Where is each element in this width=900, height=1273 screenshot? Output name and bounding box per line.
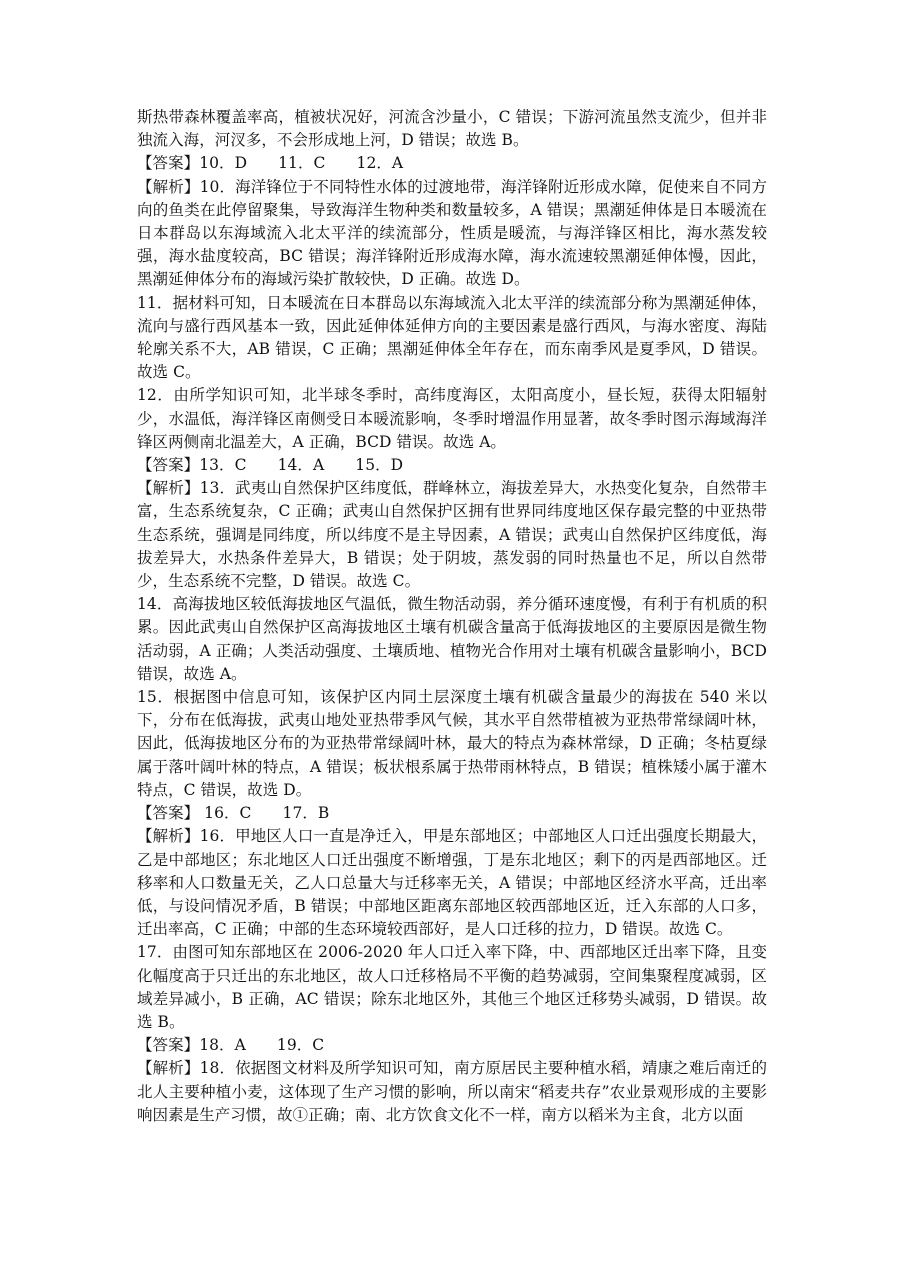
analysis-16: 【解析】16．甲地区人口一直是净迁入，甲是东部地区；中部地区人口迁出强度长期最大，乙是中部地区；东北地区人口迁出强度不断增强，丁是东北地区；剩下的丙是西部地区。迁移率和人口数量无关，乙人口总量大与迁移率无关，A 错误；中部地区经济水平高，迁出率低，与设问情况矛盾，B 错误；中部地区距离东部地区较西部地区近，迁入东部的人口多，迁出率高，C 正确；中部的生态环境较西部好，是人口迁移的拉力，D 错误。故选 C。 [137, 827, 767, 939]
answer-line-16-17: 【答案】 16．C 17．B [137, 804, 330, 823]
analysis-18: 【解析】18．依据图文材料及所学知识可知，南方原居民主要种植水稻，靖康之难后南迁的北人主要种植小麦，这体现了生产习惯的影响，所以南宋“稻麦共存”农业景观形成的主要影响因素是生产习惯，故①正确；南、北方饮食文化不一样，南方以稻米为主食，北方以面 [137, 1059, 767, 1124]
analysis-15: 15．根据图中信息可知，该保护区内同土层深度土壤有机碳含量最少的海拔在 540 米以下，分布在低海拔，武夷山地处亚热带季风气候，其水平自然带植被为亚热带常绿阔叶林，因此，低海拔地区分布的为亚热带常绿阔叶林，最大的特点为森林常绿，D 正确；冬枯夏绿属于落叶阔叶林的特点，A 错误；板状根系属于热带雨林特点，B 错误；植株矮小属于灌木特点，C 错误，故选 D。 [137, 688, 767, 799]
answer-line-10-12: 【答案】10．D 11．C 12．A [137, 154, 404, 173]
analysis-10: 【解析】10．海洋锋位于不同特性水体的过渡地带，海洋锋附近形成水障，促使来自不同方向的鱼类在此停留聚集，导致海洋生物种类和数量较多，A 错误；黑潮延伸体是日本暖流在日本群岛以东海域流入北太平洋的续流部分，性质是暖流，与海洋锋区相比，海水蒸发较强，海水盐度较高，BC 错误；海洋锋附近形成海水障，海水流速较黑潮延伸体慢，因此，黑潮延伸体分布的海域污染扩散较快，D 正确。故选 D。 [137, 177, 767, 289]
answer-explanation-text [137, 106, 767, 1127]
answer-line-18-19: 【答案】18．A 19．C [137, 1036, 325, 1055]
paragraph-continuation: 斯热带森林覆盖率高，植被状况好，河流含沙量小，C 错误；下游河流虽然支流少，但并非独流入海，河汊多，不会形成地上河，D 错误；故选 B。 [137, 108, 767, 150]
analysis-13: 【解析】13．武夷山自然保护区纬度低，群峰林立，海拔差异大，水热变化复杂，自然带丰富，生态系统复杂，C 正确；武夷山自然保护区拥有世界同纬度地区保存最完整的中亚热带生态系统，强调是同纬度，所以纬度不是主导因素，A 错误；武夷山自然保护区纬度低，海拔差异大，水热条件差异大，B 错误；处于阴坡，蒸发弱的同时热量也不足，所以自然带少，生态系统不完整，D 错误。故选 C。 [137, 479, 767, 591]
analysis-17: 17．由图可知东部地区在 2006-2020 年人口迁入率下降，中、西部地区迁出率下降，且变化幅度高于只迁出的东北地区，故人口迁移格局不平衡的趋势减弱，空间集聚程度减弱，区域差异减小，B 正确，AC 错误；除东北地区外，其他三个地区迁移势头减弱，D 错误。故选 B。 [137, 943, 767, 1031]
analysis-12: 12．由所学知识可知，北半球冬季时，高纬度海区，太阳高度小，昼长短，获得太阳辐射少，水温低，海洋锋区南侧受日本暖流影响，冬季时增温作用显著，故冬季时图示海域海洋锋区两侧南北温差大，A 正确，BCD 错误。故选 A。 [137, 386, 767, 451]
analysis-11: 11．据材料可知，日本暖流在日本群岛以东海域流入北太平洋的续流部分称为黑潮延伸体，流向与盛行西风基本一致，因此延伸体延伸方向的主要因素是盛行西风，与海水密度、海陆轮廓关系不大，AB 错误，C 正确；黑潮延伸体全年存在，而东南季风是夏季风，D 错误。故选 C。 [137, 293, 767, 382]
answer-line-13-15: 【答案】13．C 14．A 15．D [137, 456, 404, 475]
analysis-14: 14．高海拔地区较低海拔地区气温低，微生物活动弱，养分循环速度慢，有利于有机质的积累。因此武夷山自然保护区高海拔地区土壤有机碳含量高于低海拔地区的主要原因是微生物活动弱，A 正确；人类活动强度、土壤质地、植物光合作用对土壤有机碳含量影响小，BCD 错误，故选 A。 [137, 595, 767, 683]
